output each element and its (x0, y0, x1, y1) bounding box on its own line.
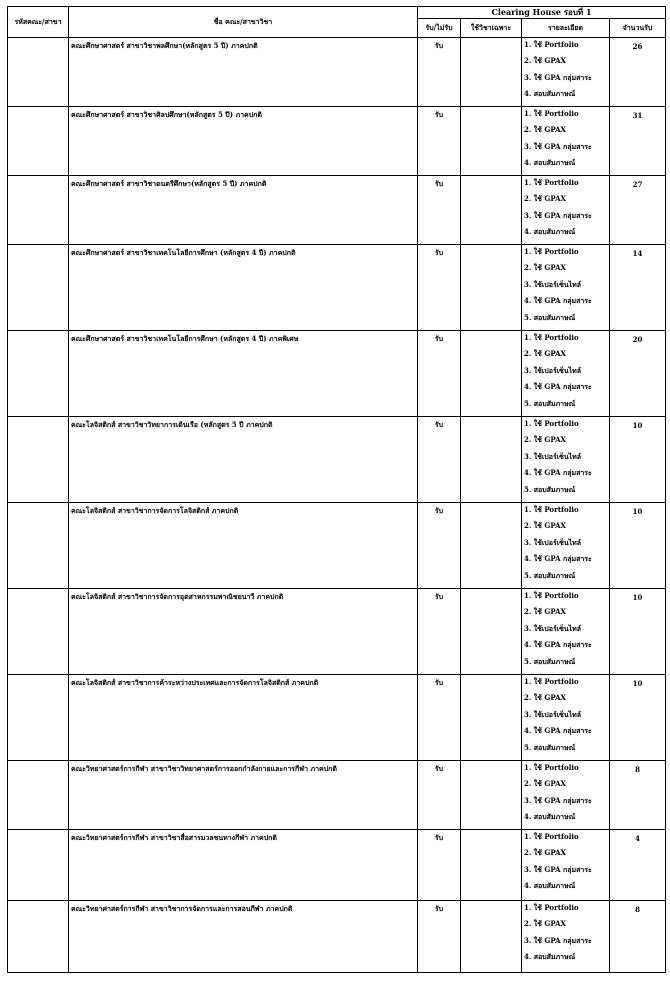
cell-program-name: คณะโลจิสติกส์ สาขาวิชาการจัดการโลจิสติกส์ ภาคปกติ (69, 502, 418, 588)
criteria-item: 1. ใช้ Portfolio (524, 902, 579, 912)
criteria-item: 3. ใช้ GPA กลุ่มสาระ (524, 795, 592, 805)
criteria-item: 4. ใช้ GPA กลุ่มสาระ (524, 296, 592, 306)
cell-details (522, 244, 610, 330)
criteria-item: 3. ใช้ GPA กลุ่มสาระ (524, 72, 592, 82)
cell-count: 10 (610, 674, 666, 760)
criteria-item: 1. ใช้ Portfolio (524, 39, 579, 49)
table-row (8, 829, 666, 900)
criteria-item: 2. ใช้ GPAX (524, 125, 566, 135)
header-special-subject: ใช้วิชาเฉพาะ (461, 18, 522, 37)
cell-special-subject (461, 106, 522, 175)
criteria-item: 2. ใช้ GPAX (524, 779, 566, 789)
cell-program-name: คณะโลจิสติกส์ สาขาวิชาการค้าระหว่างประเทศและการจัดการโลจิสติกส์ ภาคปกติ (69, 674, 418, 760)
cell-code (8, 416, 69, 502)
criteria-item: 5. สอบสัมภาษณ์ (524, 398, 576, 408)
cell-details (522, 106, 610, 175)
header-accept: รับ/ไม่รับ (418, 18, 461, 37)
cell-accept: รับ (418, 760, 461, 829)
criteria-item: 4. ใช้ GPA กลุ่มสาระ (524, 382, 592, 392)
criteria-item: 4. ใช้ GPA กลุ่มสาระ (524, 554, 592, 564)
table-row (8, 502, 666, 588)
cell-details (522, 760, 610, 829)
cell-program-name: คณะศึกษาศาสตร์ สาขาวิชาศิลปศึกษา(หลักสูตร 5 ปี) ภาคปกติ (69, 106, 418, 175)
cell-special-subject (461, 244, 522, 330)
cell-program-name: คณะโลจิสติกส์ สาขาวิชาวิทยาการเดินเรือ (หลักสูตร 5 ปี ภาคปกติ (69, 416, 418, 502)
criteria-item: 1. ใช้ Portfolio (524, 108, 579, 118)
cell-special-subject (461, 330, 522, 416)
cell-details (522, 502, 610, 588)
cell-details (522, 330, 610, 416)
cell-code (8, 829, 69, 900)
criteria-item: 1. ใช้ Portfolio (524, 590, 579, 600)
cell-special-subject (461, 829, 522, 900)
cell-details (522, 37, 610, 106)
cell-details (522, 829, 610, 900)
criteria-item: 3. ใช้เปอร์เซ็นไทล์ (524, 279, 582, 289)
header-count: จำนวนรับ (610, 18, 666, 37)
header-code: รหัสคณะ/สาขา (8, 7, 69, 38)
cell-count: 10 (610, 416, 666, 502)
criteria-item: 1. ใช้ Portfolio (524, 504, 579, 514)
header-clearing-house-round: Clearing House รอบที่ 1 (418, 7, 666, 19)
admission-table (7, 6, 666, 973)
criteria-item: 2. ใช้ GPAX (524, 521, 566, 531)
table-row (8, 330, 666, 416)
cell-program-name: คณะวิทยาศาสตร์การกีฬา สาขาวิชาการจัดการและการสอนกีฬา ภาคปกติ (69, 900, 418, 972)
table-row (8, 588, 666, 674)
header-details: รายละเอียด (522, 18, 610, 37)
criteria-item: 4. สอบสัมภาษณ์ (524, 881, 576, 891)
table-header (8, 7, 666, 38)
criteria-item: 2. ใช้ GPAX (524, 919, 566, 929)
header-name: ชื่อ คณะ/สาขาวิชา (69, 7, 418, 38)
cell-accept: รับ (418, 175, 461, 244)
criteria-item: 2. ใช้ GPAX (524, 349, 566, 359)
cell-code (8, 106, 69, 175)
cell-count: 27 (610, 175, 666, 244)
criteria-item: 2. ใช้ GPAX (524, 56, 566, 66)
criteria-item: 3. ใช้ GPA กลุ่มสาระ (524, 210, 592, 220)
criteria-item: 3. ใช้เปอร์เซ็นไทล์ (524, 623, 582, 633)
cell-program-name: คณะวิทยาศาสตร์การกีฬา สาขาวิชาวิทยาศาสตร์การออกกำลังกายและการกีฬา ภาคปกติ (69, 760, 418, 829)
cell-code (8, 502, 69, 588)
cell-accept: รับ (418, 416, 461, 502)
cell-count: 20 (610, 330, 666, 416)
cell-accept: รับ (418, 900, 461, 972)
criteria-item: 2. ใช้ GPAX (524, 435, 566, 445)
cell-code (8, 175, 69, 244)
cell-accept: รับ (418, 244, 461, 330)
cell-details (522, 416, 610, 502)
cell-special-subject (461, 588, 522, 674)
cell-count: 31 (610, 106, 666, 175)
cell-details (522, 588, 610, 674)
criteria-item: 4. ใช้ GPA กลุ่มสาระ (524, 468, 592, 478)
criteria-item: 4. สอบสัมภาษณ์ (524, 227, 576, 237)
cell-accept: รับ (418, 588, 461, 674)
cell-count: 10 (610, 588, 666, 674)
cell-code (8, 674, 69, 760)
cell-details (522, 900, 610, 972)
criteria-item: 2. ใช้ GPAX (524, 848, 566, 858)
cell-code (8, 588, 69, 674)
table-row (8, 760, 666, 829)
criteria-item: 1. ใช้ Portfolio (524, 831, 579, 841)
cell-special-subject (461, 900, 522, 972)
cell-program-name: คณะวิทยาศาสตร์การกีฬา สาขาวิชาสื่อสารมวลชนทางกีฬา ภาคปกติ (69, 829, 418, 900)
cell-code (8, 37, 69, 106)
criteria-item: 2. ใช้ GPAX (524, 693, 566, 703)
table-row (8, 106, 666, 175)
criteria-item: 1. ใช้ Portfolio (524, 246, 579, 256)
criteria-item: 3. ใช้เปอร์เซ็นไทล์ (524, 365, 582, 375)
cell-count: 26 (610, 37, 666, 106)
criteria-item: 2. ใช้ GPAX (524, 263, 566, 273)
cell-count: 8 (610, 760, 666, 829)
cell-special-subject (461, 416, 522, 502)
cell-program-name: คณะศึกษาศาสตร์ สาขาวิชาเทคโนโลยีการศึกษา (หลักสูตร 4 ปี) ภาคพิเศษ (69, 330, 418, 416)
criteria-item: 5. สอบสัมภาษณ์ (524, 656, 576, 666)
criteria-item: 3. ใช้ GPA กลุ่มสาระ (524, 864, 592, 874)
criteria-item: 1. ใช้ Portfolio (524, 762, 579, 772)
criteria-item: 1. ใช้ Portfolio (524, 332, 579, 342)
criteria-item: 3. ใช้เปอร์เซ็นไทล์ (524, 709, 582, 719)
cell-special-subject (461, 674, 522, 760)
cell-count: 10 (610, 502, 666, 588)
criteria-item: 4. ใช้ GPA กลุ่มสาระ (524, 640, 592, 650)
criteria-item: 3. ใช้ GPA กลุ่มสาระ (524, 141, 592, 151)
cell-accept: รับ (418, 502, 461, 588)
criteria-item: 2. ใช้ GPAX (524, 607, 566, 617)
cell-special-subject (461, 175, 522, 244)
criteria-item: 3. ใช้เปอร์เซ็นไทล์ (524, 537, 582, 547)
table-row (8, 900, 666, 972)
criteria-item: 4. ใช้ GPA กลุ่มสาระ (524, 726, 592, 736)
cell-code (8, 244, 69, 330)
criteria-item: 4. สอบสัมภาษณ์ (524, 812, 576, 822)
criteria-item: 5. สอบสัมภาษณ์ (524, 312, 576, 322)
table-row (8, 244, 666, 330)
cell-special-subject (461, 37, 522, 106)
table-row (8, 674, 666, 760)
cell-code (8, 760, 69, 829)
table-row (8, 416, 666, 502)
criteria-item: 3. ใช้ GPA กลุ่มสาระ (524, 935, 592, 945)
cell-accept: รับ (418, 330, 461, 416)
criteria-item: 5. สอบสัมภาษณ์ (524, 484, 576, 494)
cell-count: 14 (610, 244, 666, 330)
cell-details (522, 175, 610, 244)
criteria-item: 5. สอบสัมภาษณ์ (524, 742, 576, 752)
table-body (8, 37, 666, 972)
cell-program-name: คณะโลจิสติกส์ สาขาวิชาการจัดการอุตสาหกรรมพาณิชยนาวี ภาคปกติ (69, 588, 418, 674)
table-row (8, 37, 666, 106)
cell-accept: รับ (418, 37, 461, 106)
criteria-item: 1. ใช้ Portfolio (524, 177, 579, 187)
cell-details (522, 674, 610, 760)
cell-accept: รับ (418, 106, 461, 175)
cell-count: 4 (610, 829, 666, 900)
table-row (8, 175, 666, 244)
cell-special-subject (461, 502, 522, 588)
cell-accept: รับ (418, 674, 461, 760)
criteria-item: 3. ใช้เปอร์เซ็นไทล์ (524, 451, 582, 461)
cell-program-name: คณะศึกษาศาสตร์ สาขาวิชาเทคโนโลยีการศึกษา (หลักสูตร 4 ปี) ภาคปกติ (69, 244, 418, 330)
cell-accept: รับ (418, 829, 461, 900)
cell-count: 8 (610, 900, 666, 972)
cell-code (8, 900, 69, 972)
criteria-item: 4. สอบสัมภาษณ์ (524, 89, 576, 99)
cell-code (8, 330, 69, 416)
criteria-item: 4. สอบสัมภาษณ์ (524, 158, 576, 168)
criteria-item: 5. สอบสัมภาษณ์ (524, 570, 576, 580)
cell-special-subject (461, 760, 522, 829)
cell-program-name: คณะศึกษาศาสตร์ สาขาวิชาพลศึกษา(หลักสูตร 5 ปี) ภาคปกติ (69, 37, 418, 106)
criteria-item: 1. ใช้ Portfolio (524, 418, 579, 428)
criteria-item: 4. สอบสัมภาษณ์ (524, 952, 576, 962)
cell-program-name: คณะศึกษาศาสตร์ สาขาวิชาดนตรีศึกษา(หลักสูตร 5 ปี) ภาคปกติ (69, 175, 418, 244)
criteria-item: 1. ใช้ Portfolio (524, 676, 579, 686)
header-row-top (8, 7, 666, 19)
criteria-item: 2. ใช้ GPAX (524, 194, 566, 204)
